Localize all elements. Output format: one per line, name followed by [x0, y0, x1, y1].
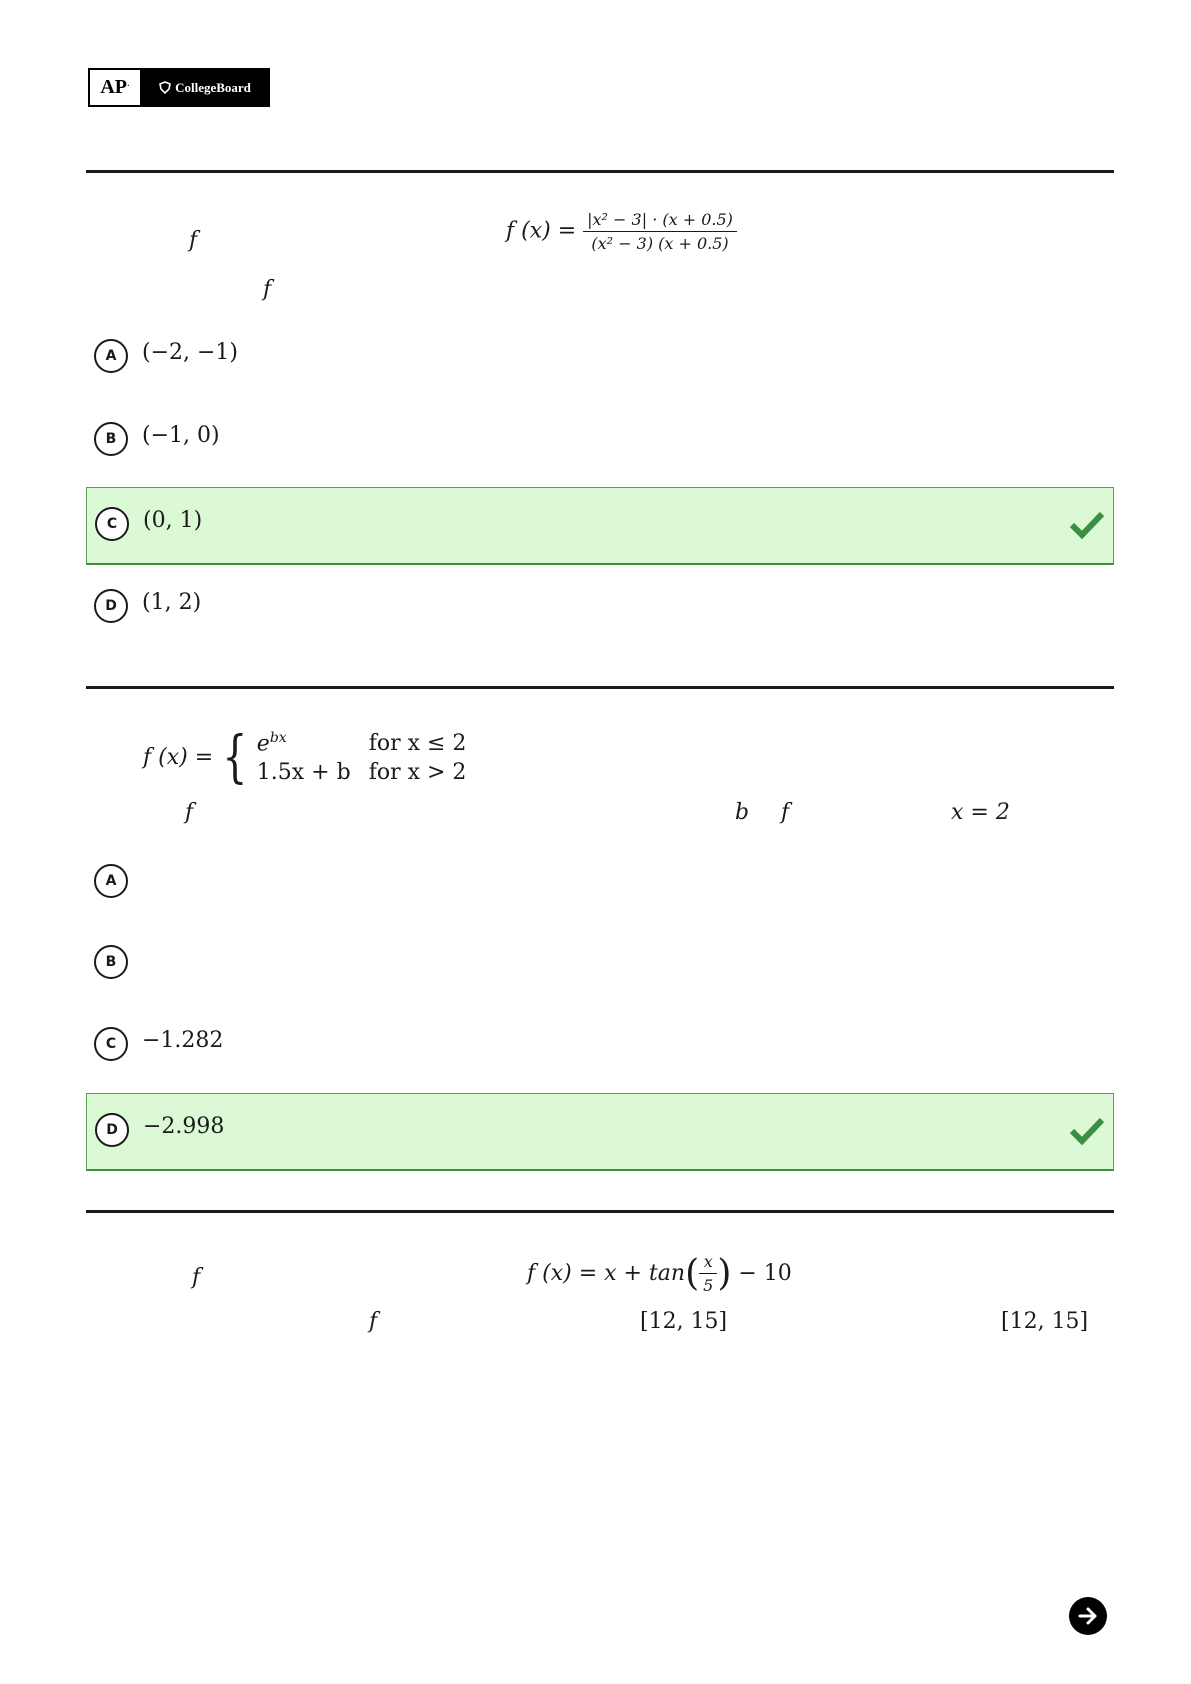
check-icon	[1069, 1116, 1105, 1146]
q2-case1-expr: $e^{bx}$	[256, 730, 287, 757]
option-text: (−2, −1)	[142, 340, 239, 365]
option-letter-badge: D	[94, 589, 128, 623]
q3-var-f: f	[192, 1265, 201, 1290]
q1-var-f-second: f	[263, 277, 272, 302]
divider	[86, 170, 1114, 173]
option-letter-badge: B	[94, 422, 128, 456]
option-letter-badge: B	[94, 945, 128, 979]
option-text: −1.282	[142, 1028, 224, 1053]
option-letter-badge: A	[94, 864, 128, 898]
option-letter-badge: C	[94, 1027, 128, 1061]
option-text: (1, 2)	[142, 590, 202, 615]
q1-fraction	[583, 210, 737, 253]
q2-case2-expr: 1.5x + b	[256, 760, 351, 786]
q1-option-b[interactable]	[86, 401, 1114, 479]
option-text: (−1, 0)	[142, 423, 220, 448]
q1-option-a[interactable]	[86, 318, 1114, 396]
option-letter-badge: C	[95, 507, 129, 541]
q2-var-f-second: f	[781, 800, 790, 825]
q1-option-d[interactable]	[86, 568, 1114, 646]
q2-case2-cond: for x > 2	[368, 760, 467, 786]
q3-fraction-denominator: 5	[703, 1276, 714, 1295]
q3-var-f-second: f	[369, 1309, 378, 1334]
q1-fraction-numerator: |x² − 3| · (x + 0.5)	[583, 210, 737, 232]
arrow-right-icon	[1076, 1604, 1100, 1628]
q2-case1-cond: for x ≤ 2	[368, 731, 467, 757]
collegeboard-logo	[142, 70, 268, 105]
divider	[86, 1210, 1114, 1213]
option-letter-badge: A	[94, 339, 128, 373]
option-letter-badge: D	[95, 1113, 129, 1147]
q2-option-b[interactable]	[86, 924, 1114, 1002]
q3-function-definition: f (x) = x + tan( $\frac{x}{5}$ ) − 10	[527, 1252, 792, 1295]
q3-def-pre: f (x) = x + tan	[527, 1261, 686, 1286]
q3-fraction	[699, 1252, 717, 1295]
q1-def-lhs: f (x) =	[506, 218, 577, 244]
q2-option-a[interactable]	[86, 843, 1114, 921]
q2-def-lhs: f (x) =	[143, 745, 214, 771]
ap-collegeboard-logo	[88, 68, 270, 107]
collegeboard-logo-text: CollegeBoard	[175, 79, 251, 95]
q1-option-c-correct[interactable]	[86, 487, 1114, 565]
acorn-icon	[159, 81, 171, 94]
q2-x-equals: x = 2	[951, 800, 1010, 825]
divider	[86, 686, 1114, 689]
q2-option-c[interactable]	[86, 1006, 1114, 1084]
q2-piecewise-definition: f (x) = { $e^{bx}$ for x ≤ 2 1.5x + b for x > 2	[143, 728, 484, 787]
option-text: (0, 1)	[143, 508, 203, 533]
q2-var-b: b	[735, 800, 750, 825]
next-button[interactable]	[1069, 1597, 1107, 1635]
ap-logo-text: AP	[100, 76, 127, 98]
q2-cases	[257, 728, 485, 787]
q2-option-d-correct[interactable]	[86, 1093, 1114, 1171]
q3-fraction-numerator: x	[699, 1252, 717, 1274]
q1-fraction-denominator: (x² − 3) (x + 0.5)	[591, 234, 729, 253]
option-text: −2.998	[143, 1114, 225, 1139]
q3-interval-2: [12, 15]	[1001, 1309, 1089, 1334]
q2-var-f: f	[185, 800, 194, 825]
q3-def-post: − 10	[738, 1261, 792, 1286]
q3-interval-1: [12, 15]	[640, 1309, 728, 1334]
ap-logo: AP ·	[90, 70, 142, 105]
q1-var-f: f	[189, 228, 198, 253]
check-icon	[1069, 510, 1105, 540]
q1-function-definition	[506, 210, 737, 253]
